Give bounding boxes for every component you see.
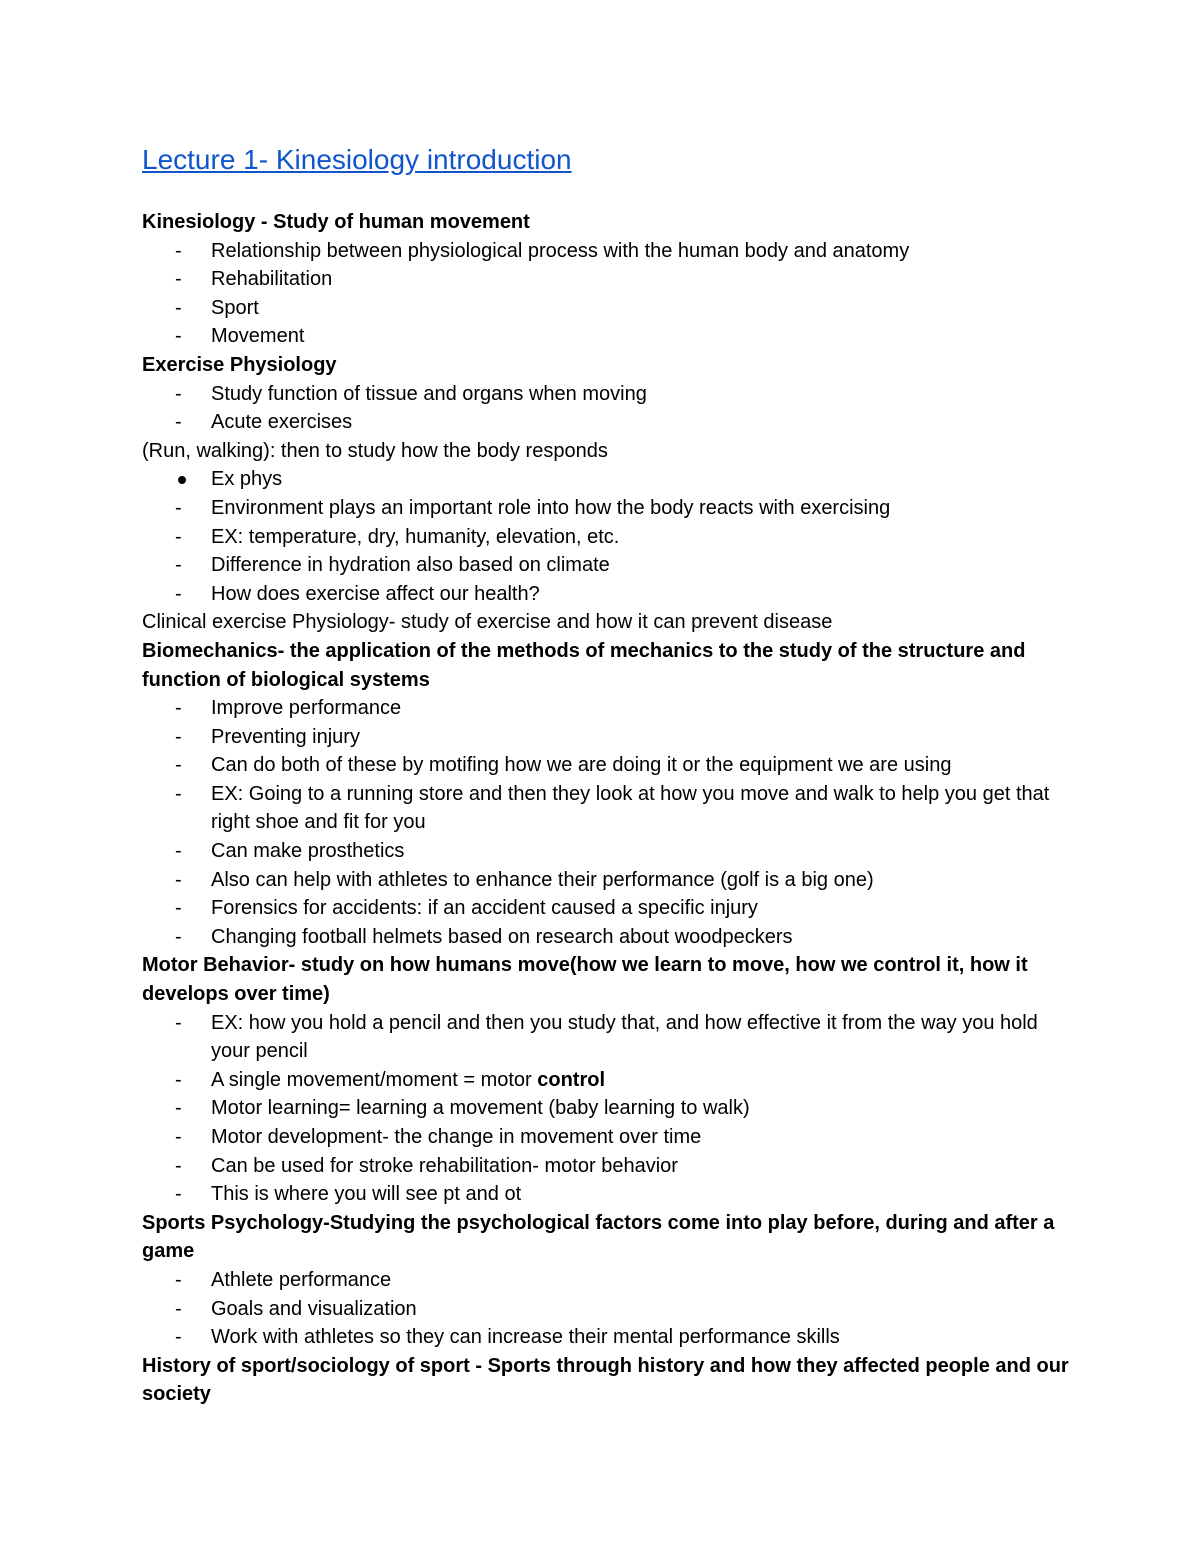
list-item xyxy=(142,1009,1072,1066)
dash-marker: - xyxy=(175,296,182,319)
list-item xyxy=(142,551,1072,580)
list-item-text: Study function of tissue and organs when moving xyxy=(211,382,647,405)
section-heading-history-of-sport: History of sport/sociology of sport - Sports through history and how they affected people and our society xyxy=(142,1354,1069,1406)
list-item-text: Difference in hydration also based on climate xyxy=(211,554,610,577)
dash-marker: - xyxy=(175,239,182,262)
list-item xyxy=(142,580,1072,609)
list-item xyxy=(142,923,1072,952)
dash-marker: - xyxy=(175,1154,182,1177)
bullet-dot-icon xyxy=(178,476,186,484)
list-item-text: Motor development- the change in movement over time xyxy=(211,1126,702,1148)
list-item-text: EX: Going to a running store and then they look at how you move and walk to help you get that right shoe and fit for you xyxy=(211,782,1050,834)
list-item xyxy=(142,265,1072,294)
dash-marker: - xyxy=(175,1326,182,1349)
list-item xyxy=(142,1152,1072,1181)
list-item-text: How does exercise affect our health? xyxy=(211,582,540,605)
page-title[interactable]: Lecture 1- Kinesiology introduction xyxy=(142,144,572,175)
list-item-text: Can make prosthetics xyxy=(211,840,405,863)
dash-marker: - xyxy=(175,554,182,577)
list-item-text: Preventing injury xyxy=(211,725,360,748)
list-item xyxy=(142,1180,1072,1209)
list-item-text: Environment plays an important role into how the body reacts with exercising xyxy=(211,496,891,519)
list-item xyxy=(142,322,1072,351)
list-item-text: Can do both of these by motifing how we are doing it or the equipment we are using xyxy=(211,754,952,777)
dash-marker: - xyxy=(175,868,182,891)
list-item-text: Sport xyxy=(211,296,259,319)
dash-marker: - xyxy=(175,268,182,291)
list-item-text: Relationship between physiological process with the human body and anatomy xyxy=(211,239,910,262)
list-item xyxy=(142,1094,1072,1123)
dash-marker: - xyxy=(175,1126,182,1148)
list-item xyxy=(142,408,1072,437)
list-item xyxy=(142,380,1072,409)
dash-marker: - xyxy=(175,382,182,405)
dash-marker: - xyxy=(175,925,182,948)
list-item xyxy=(142,494,1072,523)
dash-marker: - xyxy=(175,1097,182,1120)
list-item-text: Changing football helmets based on research about woodpeckers xyxy=(211,925,793,948)
dash-marker: - xyxy=(175,897,182,920)
dash-marker: - xyxy=(175,525,182,548)
dash-marker: - xyxy=(175,782,182,805)
dash-marker: - xyxy=(175,725,182,748)
list-item xyxy=(142,894,1072,923)
list-item-text: Acute exercises xyxy=(211,411,353,434)
list-item-text: Forensics for accidents: if an accident caused a specific injury xyxy=(211,897,758,920)
document-page xyxy=(142,138,1072,1409)
list-item xyxy=(142,751,1072,780)
dash-marker: - xyxy=(175,840,182,863)
dash-marker: - xyxy=(175,1068,182,1091)
list-item xyxy=(142,294,1072,323)
list-item-text: Goals and visualization xyxy=(211,1297,417,1320)
list-item xyxy=(142,1266,1072,1295)
list-item-text: Rehabilitation xyxy=(211,268,333,291)
list-item-text: Movement xyxy=(211,325,305,348)
list-item xyxy=(142,237,1072,266)
list-item-text: Ex phys xyxy=(211,468,283,491)
list-item-text: Work with athletes so they can increase their mental performance skills xyxy=(211,1326,840,1349)
section-heading-kinesiology: Kinesiology - Study of human movement xyxy=(142,211,530,233)
dash-marker: - xyxy=(175,1297,182,1320)
dash-marker: - xyxy=(175,1268,182,1291)
section-heading-motor-behavior: Motor Behavior- study on how humans move(how we learn to move, how we control it, how it develops over time) xyxy=(142,954,1028,1006)
list-item xyxy=(142,866,1072,895)
list-item xyxy=(142,723,1072,752)
list-item xyxy=(142,694,1072,723)
dash-marker: - xyxy=(175,754,182,777)
note-text: (Run, walking): then to study how the body responds xyxy=(142,439,608,462)
dash-marker: - xyxy=(175,496,182,519)
list-item xyxy=(142,1123,1072,1152)
list-item xyxy=(142,1295,1072,1324)
dash-marker: - xyxy=(175,411,182,434)
list-item-text: Athlete performance xyxy=(211,1268,392,1291)
list-item xyxy=(142,523,1072,552)
dash-marker: - xyxy=(175,582,182,605)
list-item xyxy=(142,1323,1072,1352)
list-item-text: EX: temperature, dry, humanity, elevation, etc. xyxy=(211,525,620,548)
section-heading-biomechanics: Biomechanics- the application of the methods of mechanics to the study of the structure and function of biological systems xyxy=(142,639,1026,691)
section-heading-exercise-physiology: Exercise Physiology xyxy=(142,353,337,376)
list-item xyxy=(142,1066,1072,1095)
list-item-text: Can be used for stroke rehabilitation- motor behavior xyxy=(211,1154,678,1177)
list-item-text: EX: how you hold a pencil and then you study that, and how effective it from the way you hold your pencil xyxy=(211,1011,1038,1063)
list-item-text: This is where you will see pt and ot xyxy=(211,1183,522,1206)
dash-marker: - xyxy=(175,1183,182,1206)
bold-keyword: control xyxy=(537,1068,606,1091)
dash-marker: - xyxy=(175,325,182,348)
clinical-note-text: Clinical exercise Physiology- study of exercise and how it can prevent disease xyxy=(142,611,833,634)
list-item xyxy=(142,465,1072,494)
dash-marker: - xyxy=(175,697,182,720)
list-item xyxy=(142,837,1072,866)
dash-marker: - xyxy=(175,1011,182,1034)
list-item-text: Motor learning= learning a movement (baby learning to walk) xyxy=(211,1097,750,1120)
section-heading-sports-psychology: Sports Psychology-Studying the psychological factors come into play before, during and after a game xyxy=(142,1211,1055,1263)
list-item-text: Improve performance xyxy=(211,697,402,720)
list-item-text: Also can help with athletes to enhance their performance (golf is a big one) xyxy=(211,868,874,891)
list-item-text: A single movement/moment = motor xyxy=(211,1068,538,1091)
list-item xyxy=(142,780,1072,837)
